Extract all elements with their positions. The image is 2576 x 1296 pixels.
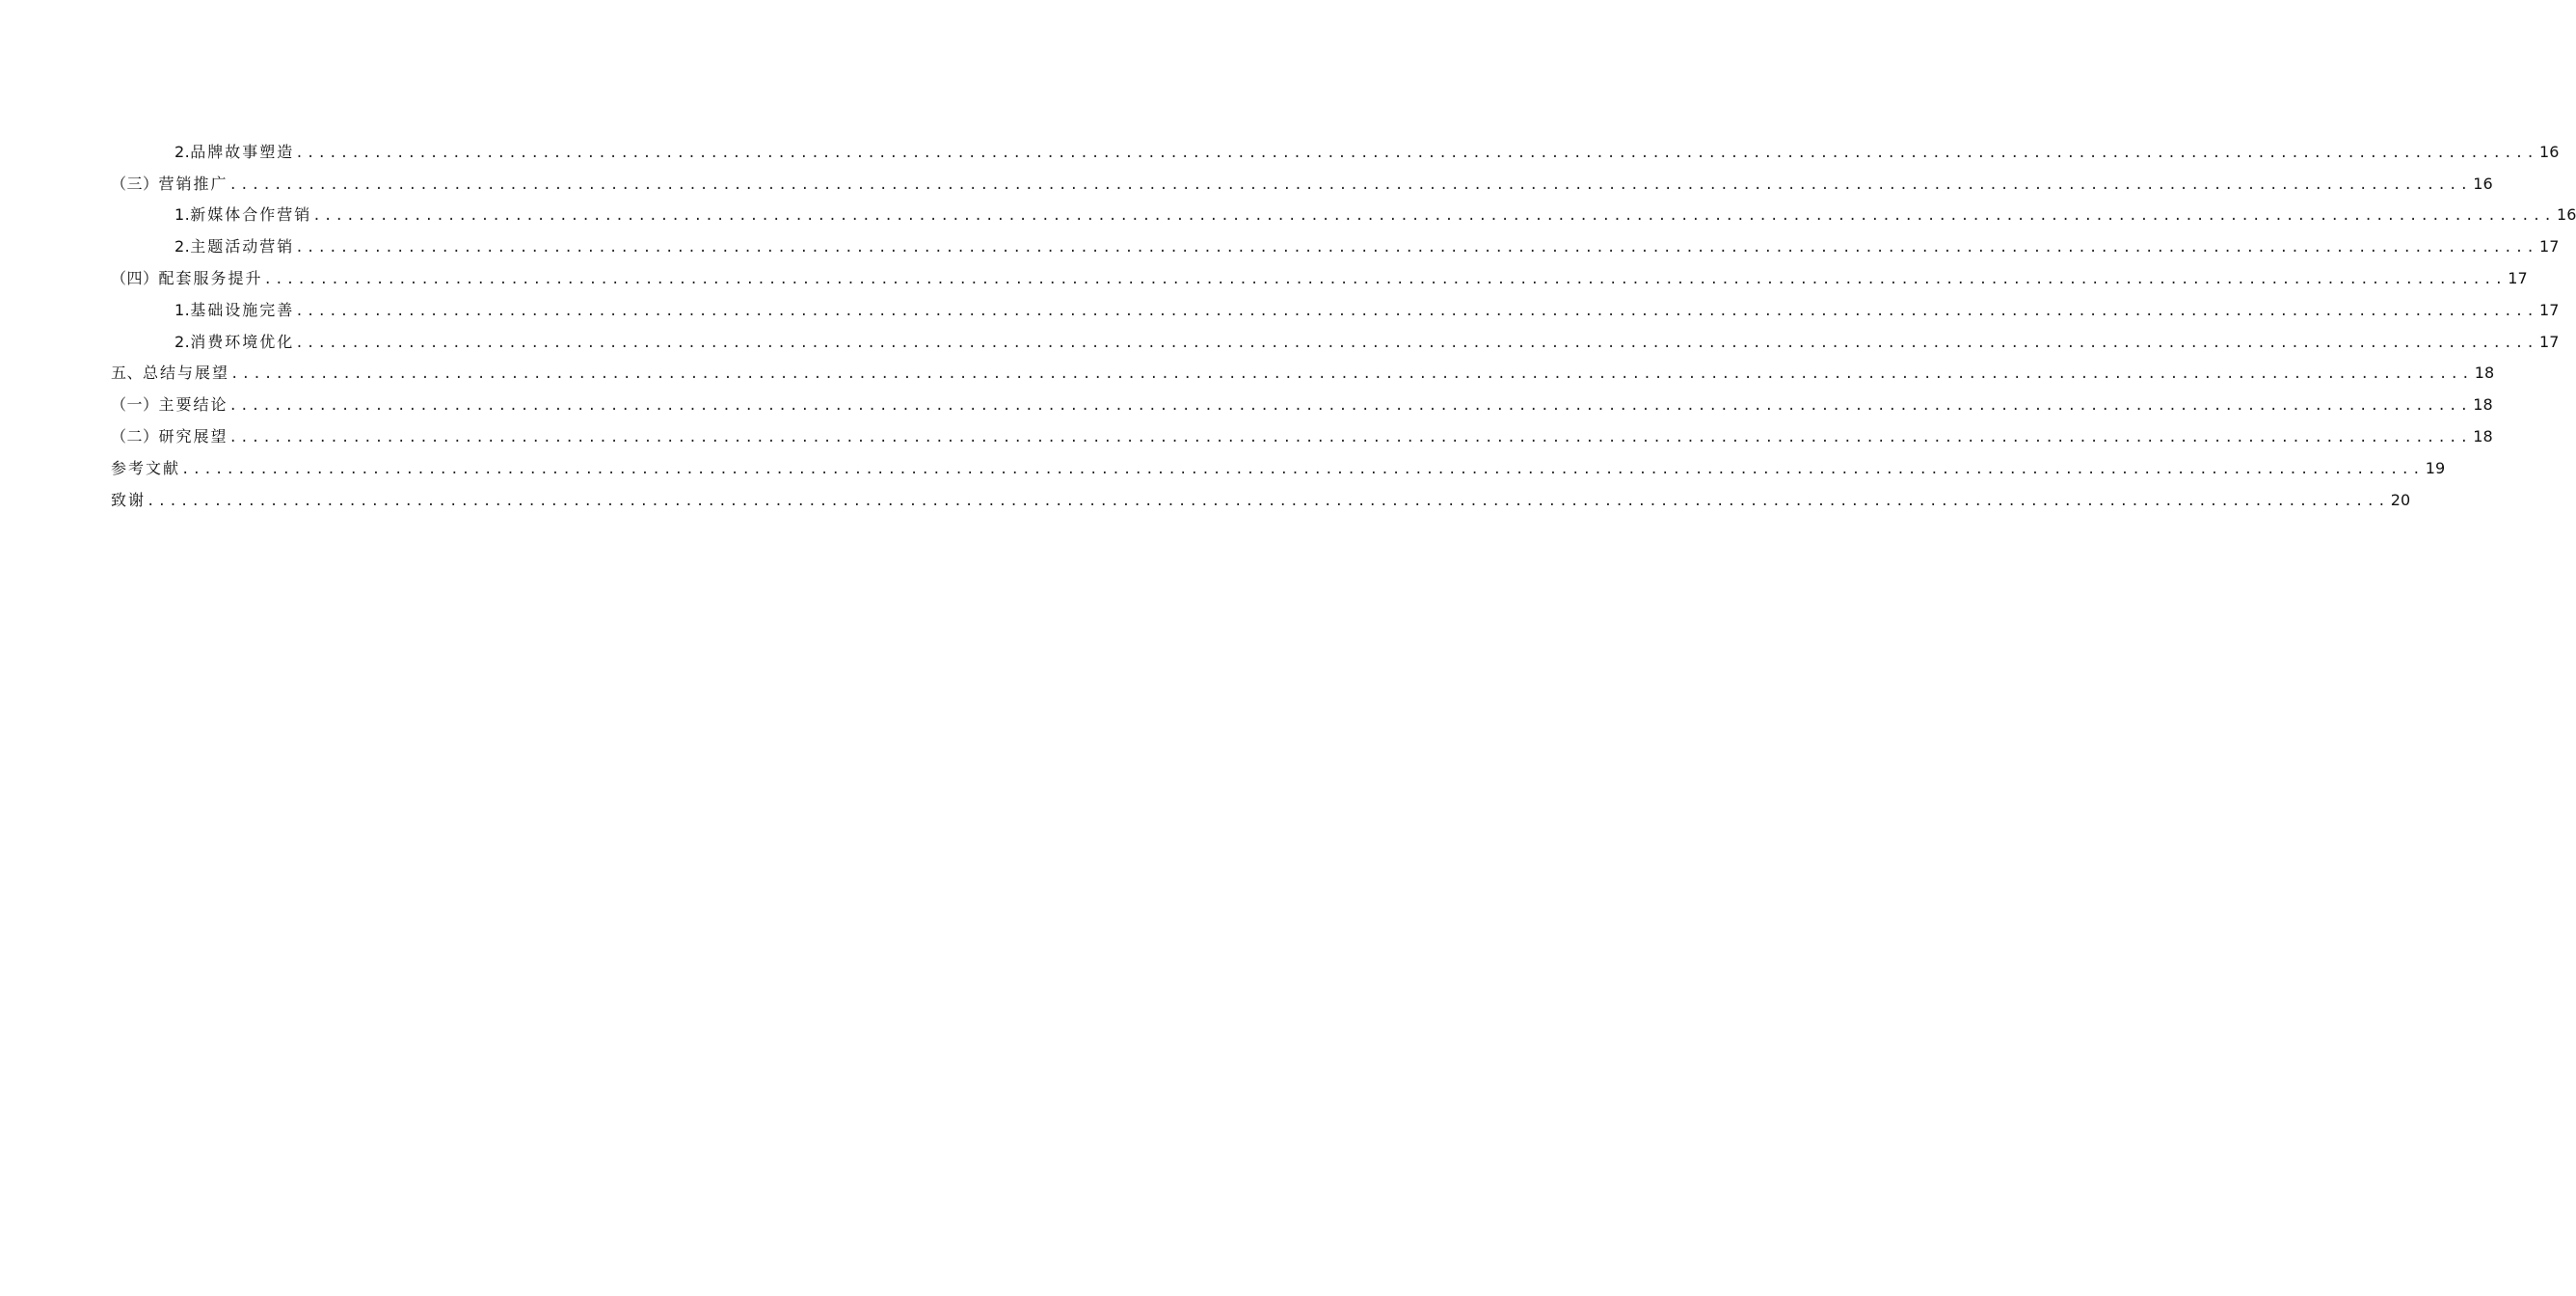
toc-dot-leader: ........................................................................................................................................................................................................ (230, 366, 2473, 383)
toc-entry-page: 18 (2474, 364, 2495, 383)
toc-entry[interactable] (111, 194, 2576, 226)
toc-entry-title: 总结与展望 (143, 364, 230, 383)
toc-entry-number: （二） (111, 426, 159, 446)
toc-entry-number: （一） (111, 395, 159, 415)
toc-dot-leader: ........................................................................................................................................................................................................ (295, 145, 2538, 161)
toc-entry[interactable] (111, 415, 2493, 446)
toc-entry-number: 2. (174, 237, 191, 256)
toc-entry[interactable] (111, 162, 2493, 194)
toc-dot-leader: ........................................................................................................................................................................................................ (147, 493, 2389, 509)
toc-entry[interactable] (111, 225, 2560, 256)
table-of-contents (111, 130, 2576, 510)
toc-entry-title: 主题活动营销 (190, 237, 295, 256)
toc-dot-leader: ........................................................................................................................................................................................................ (312, 208, 2556, 225)
toc-entry-page: 18 (2473, 395, 2493, 415)
toc-entry[interactable] (111, 130, 2560, 162)
toc-dot-leader: ........................................................................................................................................................................................................ (181, 461, 2424, 477)
toc-entry[interactable] (111, 383, 2493, 415)
toc-dot-leader: ........................................................................................................................................................................................................ (228, 398, 2472, 415)
toc-entry-page: 16 (2539, 142, 2560, 161)
toc-entry-title: 营销推广 (158, 174, 228, 193)
toc-entry-number: 2. (174, 142, 191, 161)
toc-entry-page: 19 (2425, 458, 2446, 477)
toc-entry[interactable] (111, 352, 2495, 384)
toc-entry-page: 20 (2390, 490, 2411, 509)
toc-entry-title: 参考文献 (111, 458, 181, 477)
toc-entry-title: 消费环境优化 (190, 332, 295, 351)
toc-dot-leader: ........................................................................................................................................................................................................ (295, 303, 2538, 319)
toc-entry-title: 基础设施完善 (190, 300, 295, 319)
toc-entry-title: 致谢 (111, 490, 147, 509)
toc-dot-leader: ........................................................................................................................................................................................................ (228, 176, 2472, 193)
toc-entry[interactable] (111, 288, 2560, 320)
toc-entry-number: （三） (111, 174, 159, 193)
toc-dot-leader: ........................................................................................................................................................................................................ (228, 429, 2472, 446)
toc-entry-title: 新媒体合作营销 (190, 205, 312, 225)
toc-entry-page: 17 (2508, 268, 2528, 287)
toc-entry-title: 研究展望 (158, 426, 228, 446)
toc-entry[interactable] (111, 446, 2446, 478)
toc-entry-page: 17 (2539, 237, 2560, 256)
toc-entry[interactable] (111, 478, 2411, 510)
toc-entry-number: 1. (174, 205, 191, 225)
toc-entry-title: 配套服务提升 (158, 268, 263, 287)
toc-entry-number: 1. (174, 300, 191, 319)
toc-entry[interactable] (111, 256, 2528, 288)
toc-entry-page: 17 (2539, 300, 2560, 319)
toc-entry-title: 品牌故事塑造 (190, 142, 295, 161)
toc-dot-leader: ........................................................................................................................................................................................................ (263, 271, 2507, 287)
toc-dot-leader: ........................................................................................................................................................................................................ (295, 335, 2538, 351)
toc-entry[interactable] (111, 320, 2560, 352)
toc-entry-number: 2. (174, 332, 191, 351)
toc-entry-number: （四） (111, 268, 159, 287)
toc-entry-page: 16 (2557, 205, 2576, 225)
toc-entry-page: 16 (2473, 174, 2493, 193)
toc-entry-title: 主要结论 (158, 395, 228, 415)
toc-entry-page: 18 (2473, 426, 2493, 446)
toc-dot-leader: ........................................................................................................................................................................................................ (295, 240, 2538, 256)
toc-entry-number: 五、 (111, 364, 144, 383)
toc-entry-page: 17 (2539, 332, 2560, 351)
